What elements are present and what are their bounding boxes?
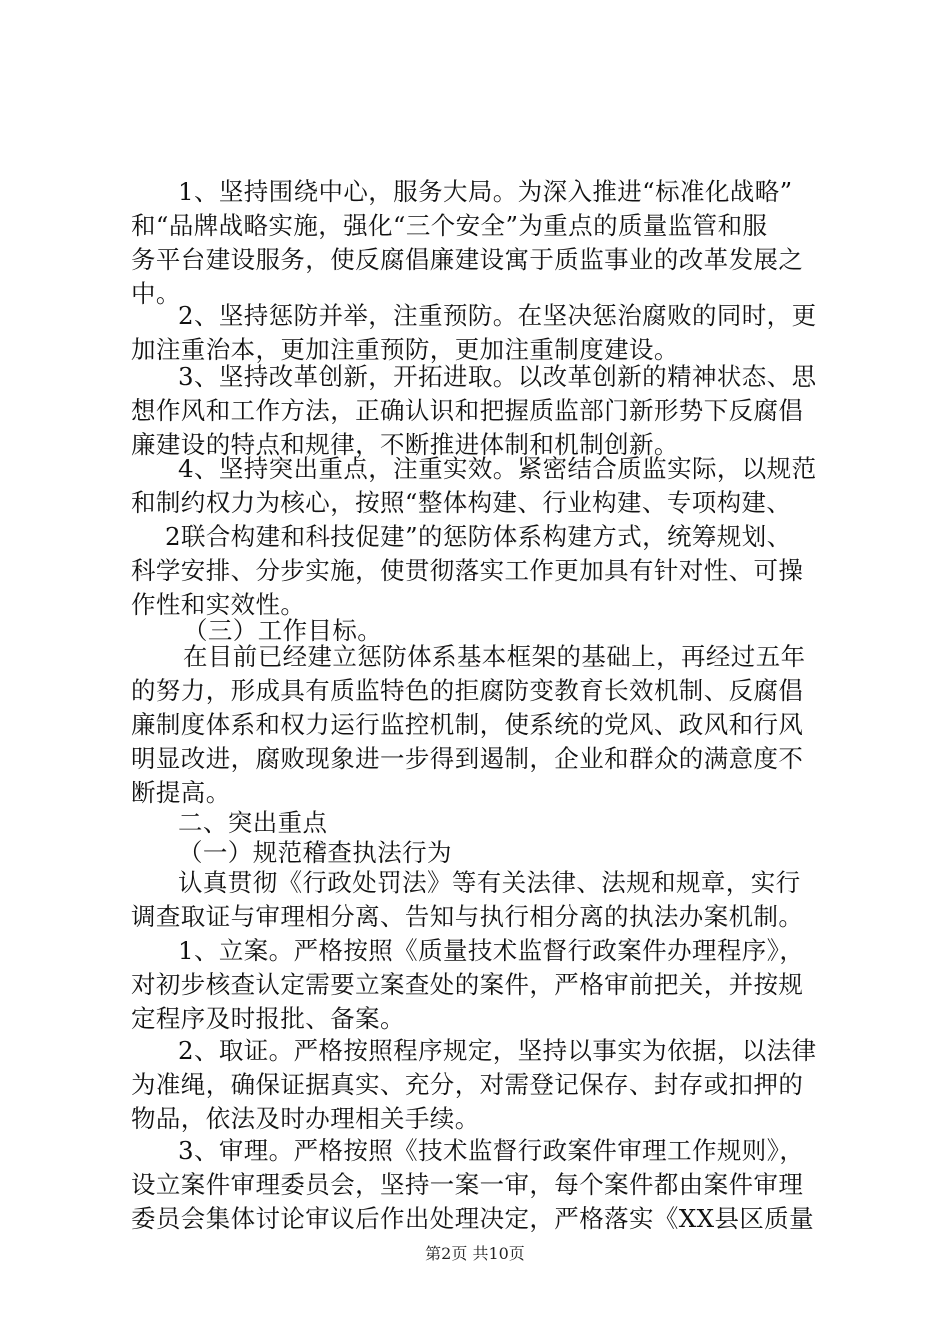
text-line: 作性和实效性。: [131, 590, 306, 619]
text-line: 和“品牌战略实施，强化“三个安全”为重点的质量监管和服: [131, 211, 768, 240]
text-line: 想作风和工作方法，正确认识和把握质监部门新形势下反腐倡: [131, 396, 804, 425]
text-line: 明显改进，腐败现象进一步得到遏制，企业和群众的满意度不: [131, 744, 804, 773]
text-line: 3、坚持改革创新，开拓进取。以改革创新的精神状态、思: [178, 362, 817, 391]
text-line: 2、取证。严格按照程序规定，坚持以事实为依据，以法律: [178, 1036, 817, 1065]
text-line: 3、审理。严格按照《技术监督行政案件审理工作规则》，: [178, 1136, 805, 1165]
text-line: 设立案件审理委员会，坚持一案一审，每个案件都由案件审理: [131, 1170, 804, 1199]
text-line: 1、坚持围绕中心，服务大局。为深入推进“标准化战略”: [178, 177, 793, 206]
section-heading: 二、突出重点: [178, 808, 328, 837]
text-line: 定程序及时报批、备案。: [131, 1004, 405, 1033]
text-line: 调查取证与审理相分离、告知与执行相分离的执法办案机制。: [131, 902, 804, 931]
text-line: 委员会集体讨论审议后作出处理决定，严格落实《XX县区质量: [131, 1204, 815, 1233]
text-line: 认真贯彻《行政处罚法》等有关法律、法规和规章，实行: [178, 868, 801, 897]
section-heading: （一）规范稽查执法行为: [178, 838, 452, 867]
text-line: 2联合构建和科技促建”的惩防体系构建方式，统筹规划、: [165, 522, 792, 551]
text-line: 廉建设的特点和规律，不断推进体制和机制创新。: [131, 430, 679, 459]
text-line: 2、坚持惩防并举，注重预防。在坚决惩治腐败的同时，更: [178, 301, 817, 330]
text-line: 科学安排、分步实施，使贯彻落实工作更加具有针对性、可操: [131, 556, 804, 585]
text-line: 为准绳，确保证据真实、充分，对需登记保存、封存或扣押的: [131, 1070, 804, 1099]
text-line: 和制约权力为核心，按照“整体构建、行业构建、专项构建、: [131, 488, 792, 517]
text-line: 中。: [131, 279, 181, 308]
text-line: 加注重治本，更加注重预防，更加注重制度建设。: [131, 335, 679, 364]
section-heading: （三）工作目标。: [183, 616, 383, 645]
text-line: 在目前已经建立惩防体系基本框架的基础上，再经过五年: [183, 642, 806, 671]
text-line: 物品，依法及时办理相关手续。: [131, 1104, 480, 1133]
text-line: 的努力，形成具有质监特色的拒腐防变教育长效机制、反腐倡: [131, 676, 804, 705]
page-number: 第2页 共10页: [425, 1244, 525, 1263]
text-line: 4、坚持突出重点，注重实效。紧密结合质监实际，以规范: [178, 454, 817, 483]
text-line: 对初步核查认定需要立案查处的案件，严格审前把关，并按规: [131, 970, 804, 999]
text-line: 廉制度体系和权力运行监控机制，使系统的党风、政风和行风: [131, 710, 804, 739]
text-line: 务平台建设服务，使反腐倡廉建设寓于质监事业的改革发展之: [131, 245, 804, 274]
text-line: 1、立案。严格按照《质量技术监督行政案件办理程序》，: [178, 936, 805, 965]
text-line: 断提高。: [131, 778, 231, 807]
